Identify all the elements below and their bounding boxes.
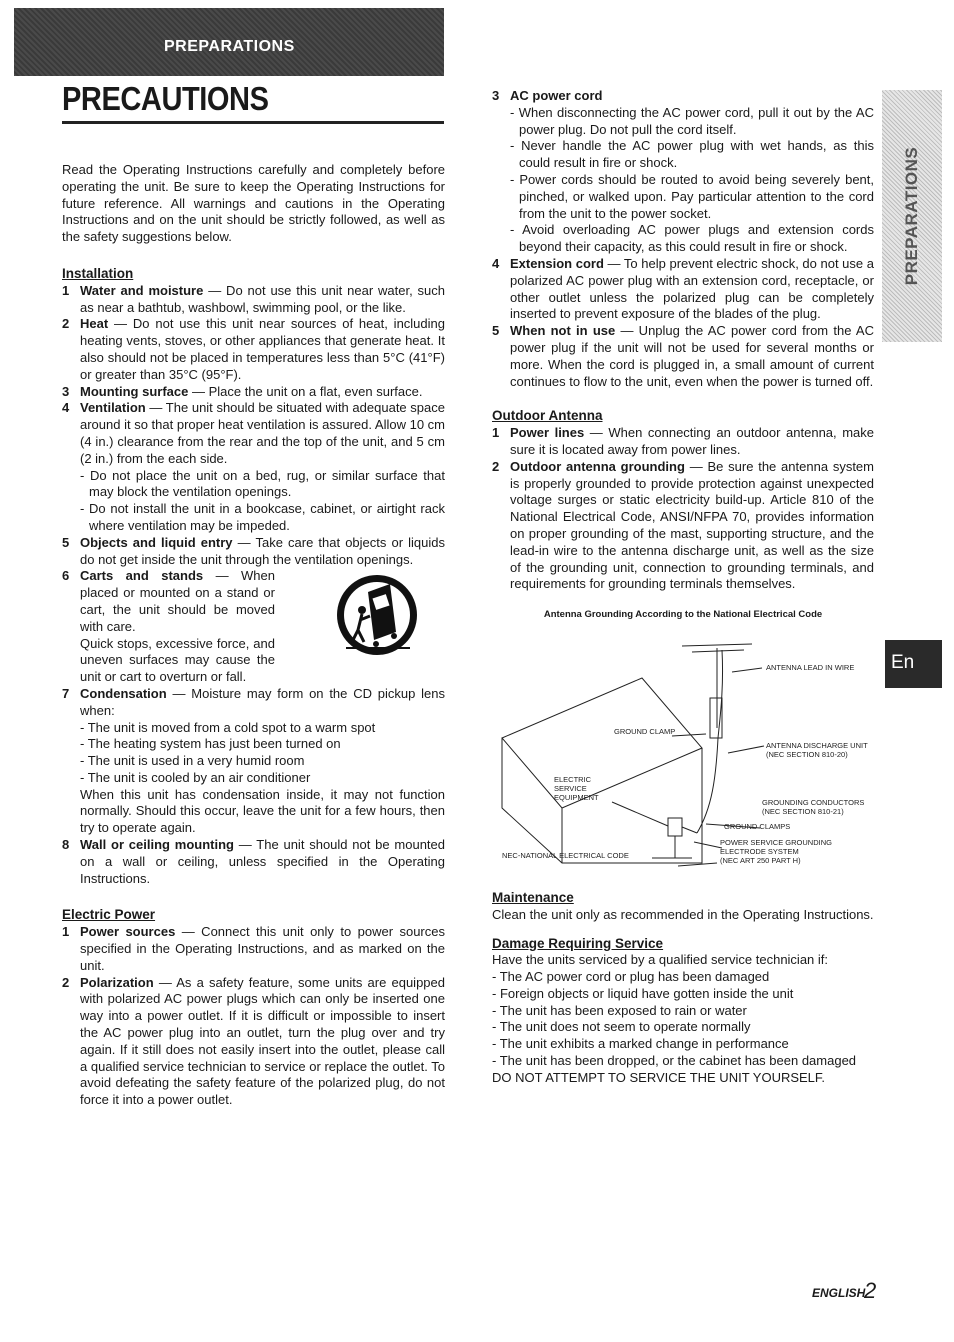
- list-item: - The heating system has just been turned on: [80, 736, 341, 752]
- label-antenna-lead-in: ANTENNA LEAD IN WIRE: [766, 662, 855, 672]
- section-banner: [14, 8, 444, 76]
- label-nec-article: (NEC ART 250 PART H): [720, 855, 801, 865]
- list-item: 2 Heat — Do not use this unit near sources of heat, including heating vents, stoves, or other appliances that generate heat. It also should not be placed in temperatures less than 5°C (41°F) or greater than 35°C (95°F).: [62, 316, 445, 382]
- list-item: - The unit exhibits a marked change in performance: [492, 1036, 789, 1052]
- label-discharge-section: (NEC SECTION 810-20): [766, 749, 848, 759]
- maintenance-heading: Maintenance: [492, 889, 574, 905]
- footer-language: ENGLISH: [812, 1286, 866, 1300]
- label-service: SERVICE: [554, 783, 587, 793]
- list-item: - Foreign objects or liquid have gotten inside the unit: [492, 985, 794, 1001]
- label-power-grounding: POWER SERVICE GROUNDING: [720, 837, 832, 847]
- right-column: [492, 88, 874, 1087]
- diagram-caption: Antenna Grounding According to the National Electrical Code: [543, 609, 823, 621]
- section-side-tab: [882, 90, 942, 342]
- list-item: 5 When not in use — Unplug the AC power cord from the AC power plug if the unit will not be used for several months or more. When the cord is plugged in, a small amount of current continues to flow to the unit, even when the power is turned off.: [492, 323, 874, 389]
- intro-paragraph: Read the Operating Instructions carefully and completely before operating the unit. Be sure to keep the Operating Instructions for future reference. All warnings and cautions in the Operating Instructions and on the unit should be strictly followed, as well as the safety suggestions below.: [62, 162, 445, 245]
- ventilation-bullets: [80, 468, 445, 535]
- title-rule: [62, 121, 444, 124]
- list-item: - The unit has been dropped, or the cabinet has been damaged: [492, 1053, 857, 1069]
- language-tab-label: En: [891, 652, 915, 673]
- label-electric: ELECTRIC: [554, 774, 592, 784]
- page-number: 2: [864, 1278, 877, 1303]
- label-conductors-section: (NEC SECTION 810-21): [762, 806, 844, 816]
- installation-list: [62, 283, 445, 888]
- list-item: - When disconnecting the AC power cord, pull it out by the AC power plug. Do not pull the cord itself.: [510, 104, 874, 137]
- maintenance-text: Clean the unit only as recommended in the Operating Instructions.: [492, 906, 874, 922]
- label-ground-clamps: GROUND CLAMPS: [724, 821, 791, 831]
- power-cord-bullets: [510, 105, 874, 256]
- electric-heading: Electric Power: [62, 907, 156, 923]
- service-intro: Have the units serviced by a qualified service technician if:: [492, 952, 829, 968]
- list-item: - Avoid overloading AC power plugs and extension cords beyond their capacity, as this could result in fire or shock.: [510, 222, 874, 255]
- list-item: - Never handle the AC power plug with wet hands, as this could result in fire or shock.: [510, 138, 874, 171]
- list-item: - Power cords should be routed to avoid being severely bent, pinched, or walked upon. Pay particular attention to the cord from the unit to the power socket.: [510, 171, 874, 221]
- list-item: 1 Power sources — Connect this unit only to power sources specified in the Operating Instructions, and as marked on the unit.: [62, 924, 445, 973]
- list-item: - The unit does not seem to operate normally: [492, 1019, 751, 1035]
- list-item: 8 Wall or ceiling mounting — The unit should not be mounted on a wall or ceiling, unless specified in the Operating Instructions.: [62, 837, 445, 886]
- list-item: 3 AC power cord: [492, 88, 603, 103]
- list-item: 6 Carts and stands — When placed or mounted on a stand or cart, the unit should be moved with care. Quick stops, excessive force, and uneven surfaces may cause the unit or cart to overturn or fall.: [62, 568, 445, 686]
- page-title: PRECAUTIONS: [62, 80, 269, 117]
- service-bullets: [492, 969, 874, 1070]
- list-item: 4 Extension cord — To help prevent electric shock, do not use a polarized AC power plug with an extension cord, receptacle, or other outlet unless the polarized plug can be completely inserted to prevent exposure of the blades of the plug.: [492, 255, 874, 322]
- list-item: 1 Water and moisture — Do not use this unit near water, such as near a bathtub, washbowl, swimming pool, or the like.: [62, 282, 446, 315]
- label-ground-clamp: GROUND CLAMP: [614, 726, 676, 736]
- list-item: - The unit is moved from a cold spot to a warm spot: [80, 719, 376, 735]
- cart-text: Carts and stands — When placed or mounted on a stand or cart, the unit should be moved with care. Quick stops, excessive force, and uneven surfaces may cause the unit or cart to overturn or fall.: [80, 568, 275, 685]
- list-item: 2 Polarization — As a safety feature, some units are equipped with polarized AC power plugs which can only be inserted one way into a power outlet. If it is difficult or impossible to insert the AC power plug into an outlet, turn the plug over and try again. If it still does not easily insert into the outlet, please call a qualified service technician to service or replace the outlet. To avoid defeating the safety feature of the polarized plug, do not force it into a power outlet.: [62, 974, 445, 1108]
- list-item: 1 Power lines — When connecting an outdoor antenna, make sure it is located away from power lines.: [492, 425, 874, 457]
- side-tab-label: PREPARATIONS: [902, 146, 921, 286]
- antenna-heading: Outdoor Antenna: [492, 408, 603, 424]
- list-item: 7 Condensation — Moisture may form on the CD pickup lens when:: [62, 685, 445, 718]
- list-item: - The unit has been exposed to rain or water: [492, 1002, 747, 1018]
- service-closing: DO NOT ATTEMPT TO SERVICE THE UNIT YOURSELF.: [492, 1069, 826, 1085]
- section-banner-label: PREPARATIONS: [164, 38, 295, 55]
- label-discharge-unit: ANTENNA DISCHARGE UNIT: [766, 740, 868, 750]
- antenna-grounding-diagram: [492, 628, 874, 888]
- label-grounding-conductors: GROUNDING CONDUCTORS: [762, 797, 865, 807]
- left-column: [62, 162, 445, 1109]
- label-nec: NEC-NATIONAL ELECTRICAL CODE: [502, 850, 629, 860]
- list-item: - The unit is used in a very humid room: [80, 753, 305, 769]
- service-heading: Damage Requiring Service: [492, 935, 664, 951]
- list-item: - The AC power cord or plug has been damaged: [492, 969, 770, 985]
- condensation-bullets: [80, 720, 445, 838]
- list-item: - The unit is cooled by an air conditioner: [80, 769, 311, 785]
- condensation-note: When this unit has condensation inside, it may not function normally. Should this occur, leave the unit for a few hours, then try to operate again.: [80, 786, 445, 836]
- list-item: 4 Ventilation — The unit should be situated with adequate space around it so that proper heat ventilation is assured. Allow 10 cm (4 in.) clearance from the rear and the top of the unit, and 5 cm (2 in.) from the each side.: [62, 400, 445, 466]
- cart-tipover-warning-icon: [332, 570, 422, 660]
- label-electrode-system: ELECTRODE SYSTEM: [720, 846, 799, 856]
- list-item: 3 Mounting surface — Place the unit on a flat, even surface.: [62, 383, 423, 399]
- label-equipment: EQUIPMENT: [554, 792, 599, 802]
- list-item: 5 Objects and liquid entry — Take care that objects or liquids do not get inside the unit through the ventilation openings.: [62, 534, 445, 567]
- installation-heading: Installation: [62, 265, 134, 281]
- list-item: - Do not install the unit in a bookcase, cabinet, or airtight rack where ventilation may be impeded.: [80, 501, 445, 533]
- list-item: - Do not place the unit on a bed, rug, or similar surface that may block the ventilation openings.: [80, 467, 445, 500]
- list-item: 2 Outdoor antenna grounding — Be sure the antenna system is properly grounded to provide protection against unexpected voltage surges or static electricity build-up. Article 810 of the National Electrical Code, ANSI/NFPA 70, provides information on proper grounding of the mast, supporting structure, and the lead-in wire to the antenna discharge unit, as well as the size of the grounding unit, connection to grounding terminals, and requirements for grounding terminals themselves.: [492, 458, 874, 592]
- language-tab: [885, 640, 942, 688]
